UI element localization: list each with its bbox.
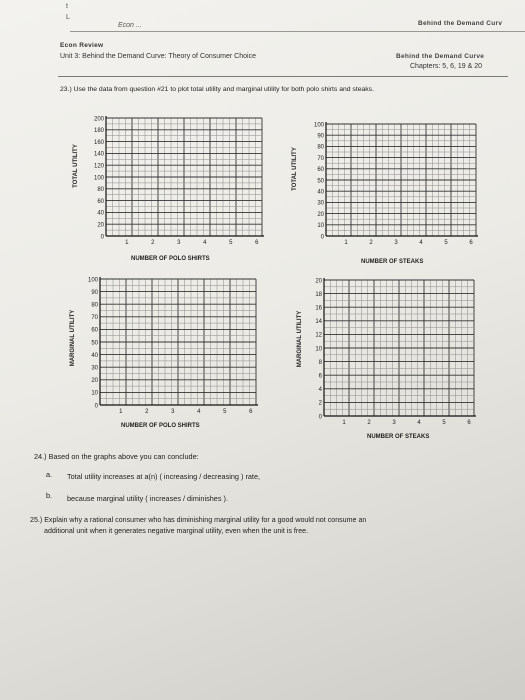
- question-24a: Total utility increases at a(n) ( increasing / decreasing ) rate,: [67, 472, 261, 481]
- y-axis-label: MARGINAL UTILITY: [70, 309, 76, 367]
- section-title: Behind the Demand Curve: [396, 53, 485, 60]
- x-tick-label: 5: [444, 240, 448, 246]
- y-tick-label: 100: [313, 122, 324, 129]
- y-tick-label: 80: [97, 187, 104, 194]
- chapters: Chapters: 5, 6, 19 & 20: [410, 63, 482, 70]
- x-tick-label: 3: [171, 409, 175, 415]
- y-tick-label: 70: [317, 155, 324, 162]
- y-tick-label: 20: [97, 222, 104, 229]
- x-tick-label: 1: [125, 240, 129, 246]
- y-tick-label: 60: [97, 198, 104, 205]
- y-tick-label: 60: [91, 327, 98, 334]
- y-tick-label: 2: [318, 400, 322, 407]
- y-tick-label: 0: [100, 234, 104, 241]
- y-tick-label: 30: [91, 365, 98, 372]
- y-tick-label: 20: [91, 378, 98, 385]
- question-24b-letter: b.: [46, 491, 53, 500]
- x-tick-label: 6: [255, 240, 259, 246]
- y-tick-label: 50: [91, 340, 98, 347]
- x-tick-label: 2: [145, 409, 149, 415]
- grid-svg: [76, 273, 266, 423]
- x-tick-label: 6: [469, 240, 473, 246]
- x-tick-label: 5: [223, 409, 227, 415]
- y-tick-label: 80: [317, 144, 324, 151]
- y-tick-label: 10: [315, 346, 322, 353]
- top-mark-1: t: [66, 3, 68, 10]
- y-tick-label: 12: [315, 332, 322, 339]
- x-tick-label: 3: [394, 240, 398, 246]
- y-tick-label: 18: [315, 291, 322, 298]
- x-tick-label: 3: [392, 420, 396, 426]
- x-axis-label: NUMBER OF POLO SHIRTS: [131, 256, 210, 262]
- question-25-line1: 25.) Explain why a rational consumer who has diminishing marginal utility for a good would not consume an: [30, 516, 367, 524]
- x-tick-label: 4: [417, 420, 421, 426]
- top-rule: [70, 31, 525, 32]
- grid-svg: [302, 118, 482, 250]
- x-axis-label: NUMBER OF POLO SHIRTS: [121, 423, 200, 429]
- x-axis-label: NUMBER OF STEAKS: [367, 434, 430, 440]
- x-tick-label: 4: [419, 240, 423, 246]
- y-tick-label: 0: [320, 234, 324, 241]
- y-tick-label: 4: [318, 387, 322, 394]
- x-tick-label: 2: [367, 420, 371, 426]
- y-tick-label: 40: [91, 352, 98, 359]
- y-axis-label: MARGINAL UTILITY: [297, 310, 303, 368]
- y-tick-label: 20: [315, 278, 322, 285]
- y-tick-label: 100: [93, 175, 104, 182]
- x-tick-label: 1: [119, 409, 123, 415]
- y-tick-label: 8: [318, 359, 322, 366]
- top-mark-2: L: [66, 14, 70, 21]
- y-tick-label: 14: [315, 319, 322, 326]
- y-tick-label: 90: [91, 289, 98, 296]
- x-tick-label: 2: [151, 240, 155, 246]
- y-axis-label: TOTAL UTILITY: [73, 144, 79, 188]
- question-25-line2: additional unit when it generates negative marginal utility, even when the unit is free.: [44, 527, 309, 535]
- question-24: 24.) Based on the graphs above you can conclude:: [34, 452, 199, 461]
- header-rule: [58, 76, 508, 77]
- question-23: 23.) Use the data from question #21 to plot total utility and marginal utility for both polo shirts and steaks.: [60, 86, 374, 93]
- y-tick-label: 200: [93, 116, 104, 123]
- y-tick-label: 6: [318, 373, 322, 380]
- y-tick-label: 40: [317, 189, 324, 196]
- question-24a-letter: a.: [46, 470, 53, 479]
- x-axis-label: NUMBER OF STEAKS: [361, 259, 424, 265]
- y-tick-label: 160: [93, 139, 104, 146]
- y-tick-label: 0: [318, 414, 322, 421]
- y-tick-label: 140: [93, 151, 104, 158]
- y-tick-label: 60: [317, 167, 324, 174]
- cutoff-scribble: Econ ...: [118, 22, 142, 29]
- y-tick-label: 120: [93, 163, 104, 170]
- y-tick-label: 0: [94, 403, 98, 410]
- y-tick-label: 180: [93, 128, 104, 135]
- x-tick-label: 5: [442, 420, 446, 426]
- y-tick-label: 10: [91, 390, 98, 397]
- top-right-cutoff-title: Behind the Demand Curv: [418, 20, 503, 27]
- x-tick-label: 1: [344, 240, 348, 246]
- x-tick-label: 3: [177, 240, 181, 246]
- x-tick-label: 1: [342, 420, 346, 426]
- question-24b: because marginal utility ( increases / diminishes ).: [67, 494, 229, 503]
- y-tick-label: 80: [91, 302, 98, 309]
- grid-svg: [300, 272, 480, 432]
- x-tick-label: 4: [197, 409, 201, 415]
- y-tick-label: 50: [317, 178, 324, 185]
- x-tick-label: 4: [203, 240, 207, 246]
- y-tick-label: 20: [317, 211, 324, 218]
- y-tick-label: 40: [97, 210, 104, 217]
- y-axis-label: TOTAL UTILITY: [292, 147, 298, 191]
- x-tick-label: 5: [229, 240, 233, 246]
- x-tick-label: 6: [467, 420, 471, 426]
- y-tick-label: 30: [317, 200, 324, 207]
- y-tick-label: 16: [315, 305, 322, 312]
- y-tick-label: 70: [91, 315, 98, 322]
- x-tick-label: 2: [369, 240, 373, 246]
- grid-svg: [82, 112, 272, 252]
- y-tick-label: 100: [87, 277, 98, 284]
- unit-title: Unit 3: Behind the Demand Curve: Theory of Consumer Choice: [60, 53, 256, 60]
- course-title: Econ Review: [60, 42, 104, 49]
- y-tick-label: 90: [317, 133, 324, 140]
- x-tick-label: 6: [249, 409, 253, 415]
- y-tick-label: 10: [317, 223, 324, 230]
